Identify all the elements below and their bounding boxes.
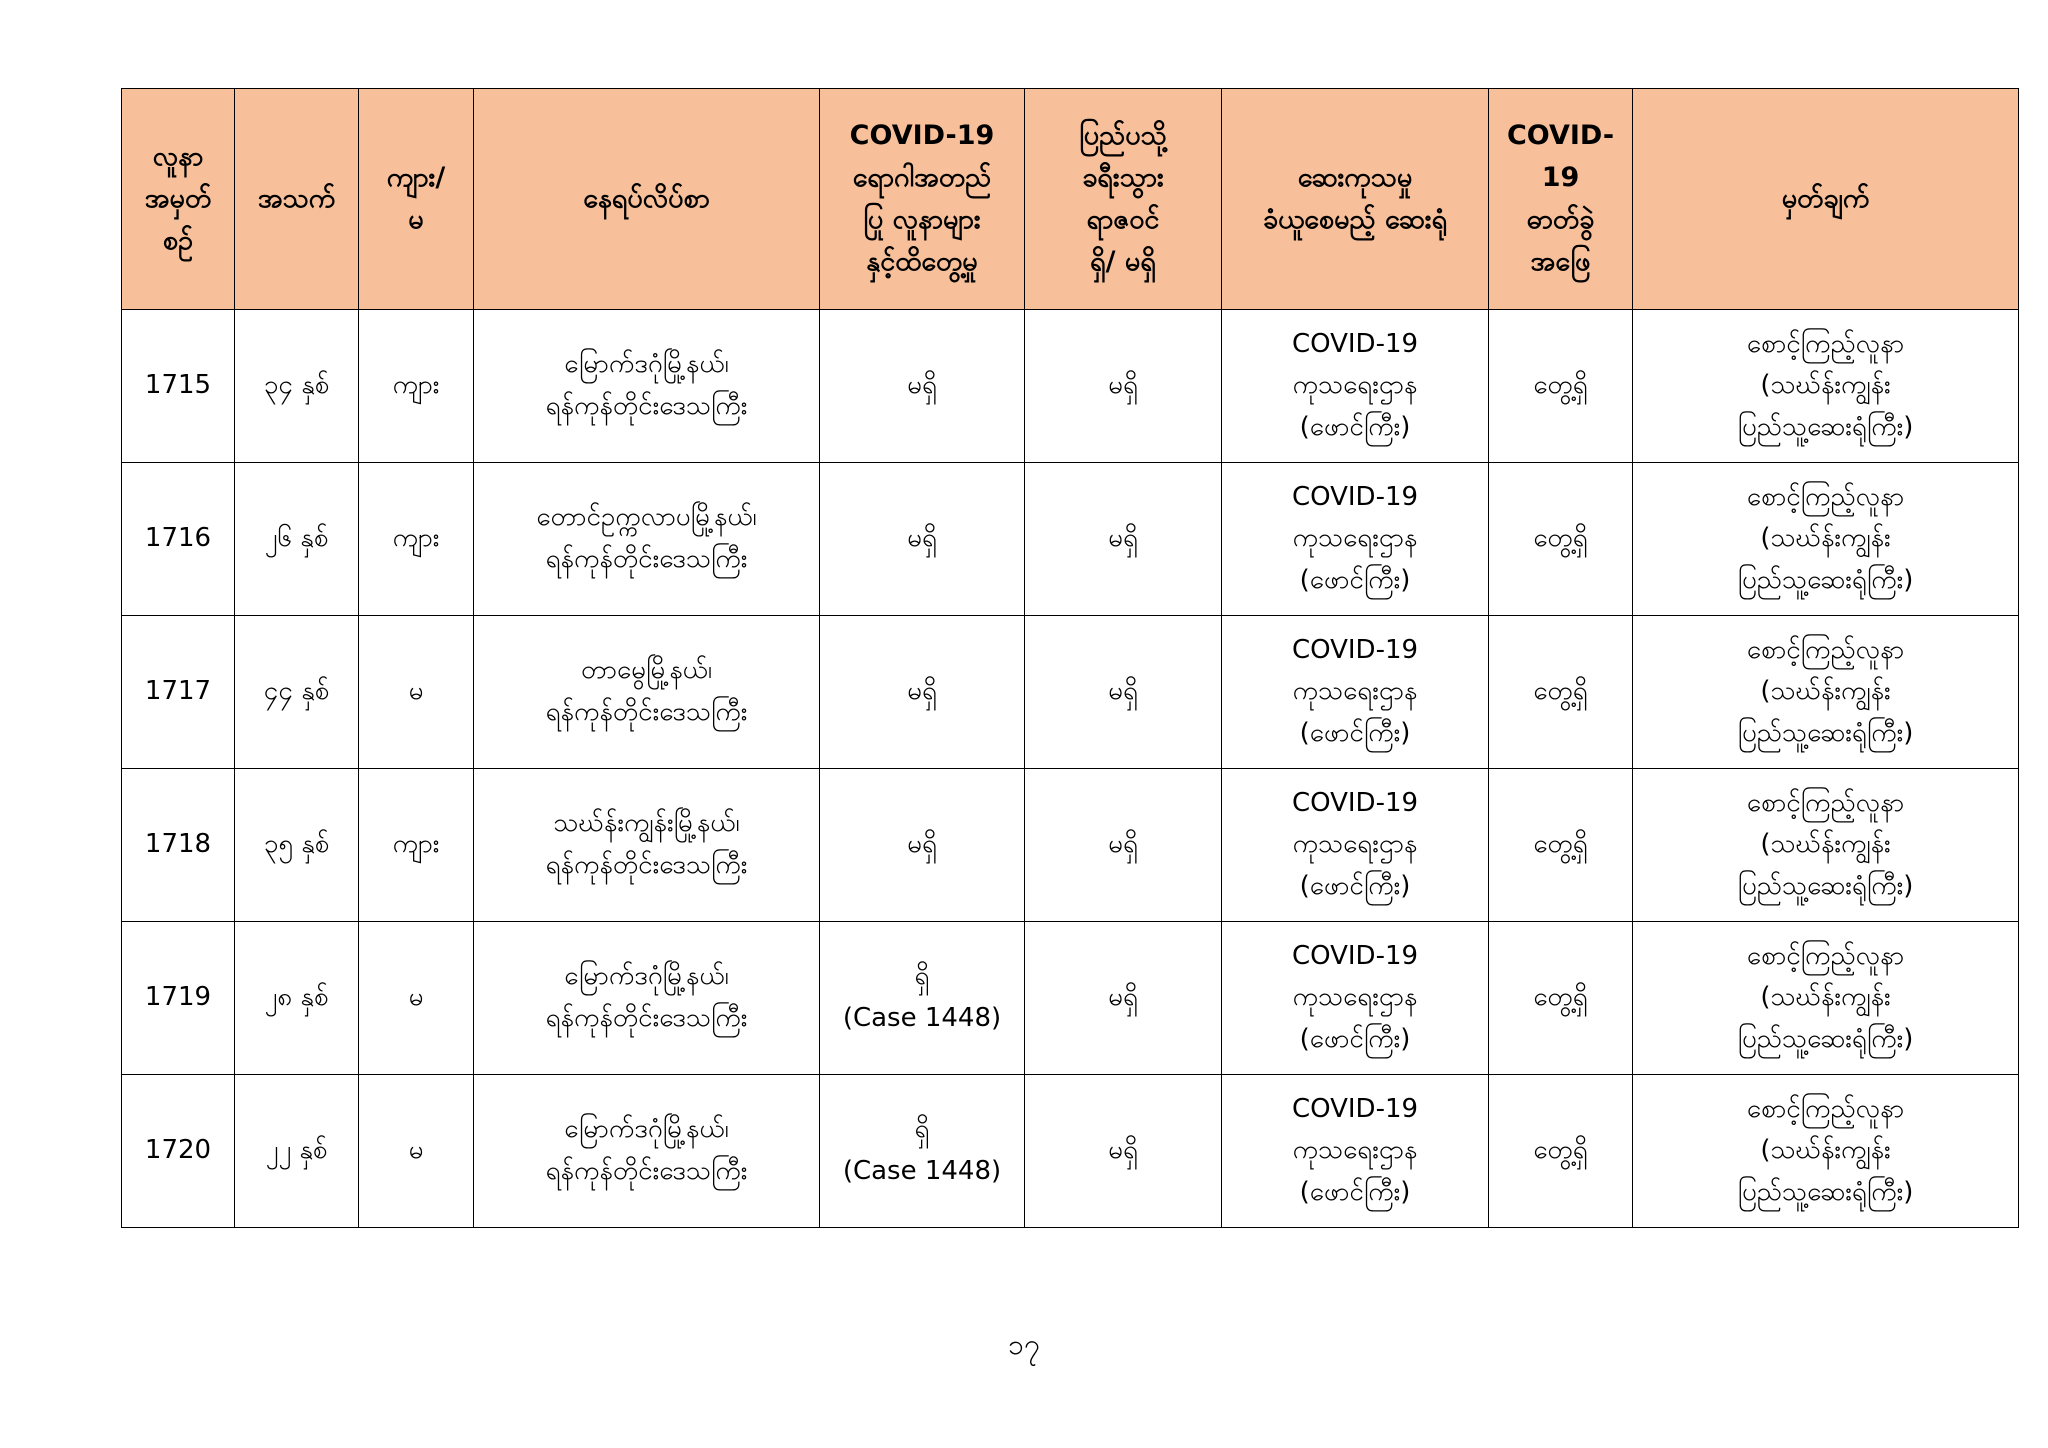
cell-contact: မရှိ <box>820 310 1025 463</box>
cell-lab-result: တွေ့ရှိ <box>1489 769 1633 922</box>
cell-age: ၃၅ နှစ် <box>235 769 359 922</box>
page-number: ၁၇ <box>1008 1328 1040 1361</box>
header-row <box>122 89 2019 310</box>
cell-address: သဃ်န်းကျွန်းမြို့နယ်၊ ရန်ကုန်တိုင်းဒေသကြီး <box>474 769 820 922</box>
header-address: နေရပ်လိပ်စာ <box>474 89 820 310</box>
cell-remarks: စောင့်ကြည့်လူနာ (သဃ်န်းကျွန်း ပြည်သူ့ဆေးရုံကြီး) <box>1633 310 2019 463</box>
cell-remarks: စောင့်ကြည့်လူနာ (သဃ်န်းကျွန်း ပြည်သူ့ဆေးရုံကြီး) <box>1633 463 2019 616</box>
cell-patient-number: 1715 <box>122 310 235 463</box>
table-row <box>122 310 2019 463</box>
cell-hospital: COVID-19 ကုသရေးဌာန (ဖောင်ကြီး) <box>1222 310 1489 463</box>
header-travel-history: ပြည်ပသို့ ခရီးသွား ရာဇဝင် ရှိ/ မရှိ <box>1025 89 1222 310</box>
cell-travel-history: မရှိ <box>1025 922 1222 1075</box>
cell-hospital: COVID-19 ကုသရေးဌာန (ဖောင်ကြီး) <box>1222 1075 1489 1228</box>
header-lab-result: COVID- 19 ဓာတ်ခွဲ အဖြေ <box>1489 89 1633 310</box>
cell-contact: ရှိ (Case 1448) <box>820 922 1025 1075</box>
cell-contact: ရှိ (Case 1448) <box>820 1075 1025 1228</box>
cell-lab-result: တွေ့ရှိ <box>1489 616 1633 769</box>
cell-travel-history: မရှိ <box>1025 310 1222 463</box>
cell-sex: မ <box>359 922 474 1075</box>
cell-sex: မ <box>359 616 474 769</box>
header-contact: COVID-19 ရောဂါအတည် ပြု လူနာများ နှင့်ထိတွေ့မှု <box>820 89 1025 310</box>
table-row <box>122 616 2019 769</box>
cell-hospital: COVID-19 ကုသရေးဌာန (ဖောင်ကြီး) <box>1222 922 1489 1075</box>
cell-age: ၂၂ နှစ် <box>235 1075 359 1228</box>
cell-address: မြောက်ဒဂုံမြို့နယ်၊ ရန်ကုန်တိုင်းဒေသကြီး <box>474 922 820 1075</box>
cell-patient-number: 1718 <box>122 769 235 922</box>
cell-travel-history: မရှိ <box>1025 463 1222 616</box>
table-row <box>122 1075 2019 1228</box>
cell-patient-number: 1717 <box>122 616 235 769</box>
header-remarks: မှတ်ချက် <box>1633 89 2019 310</box>
cell-lab-result: တွေ့ရှိ <box>1489 1075 1633 1228</box>
cell-age: ၃၄ နှစ် <box>235 310 359 463</box>
header-hospital: ဆေးကုသမှု ခံယူစေမည့် ဆေးရုံ <box>1222 89 1489 310</box>
cell-address: မြောက်ဒဂုံမြို့နယ်၊ ရန်ကုန်တိုင်းဒေသကြီး <box>474 1075 820 1228</box>
cell-remarks: စောင့်ကြည့်လူနာ (သဃ်န်းကျွန်း ပြည်သူ့ဆေးရုံကြီး) <box>1633 1075 2019 1228</box>
cell-contact: မရှိ <box>820 616 1025 769</box>
cell-patient-number: 1716 <box>122 463 235 616</box>
cell-travel-history: မရှိ <box>1025 616 1222 769</box>
cell-age: ၂၈ နှစ် <box>235 922 359 1075</box>
cell-remarks: စောင့်ကြည့်လူနာ (သဃ်န်းကျွန်း ပြည်သူ့ဆေးရုံကြီး) <box>1633 769 2019 922</box>
header-age: အသက် <box>235 89 359 310</box>
cell-remarks: စောင့်ကြည့်လူနာ (သဃ်န်းကျွန်း ပြည်သူ့ဆေးရုံကြီး) <box>1633 616 2019 769</box>
cell-age: ၂၆ နှစ် <box>235 463 359 616</box>
cell-address: တာမွေမြို့နယ်၊ ရန်ကုန်တိုင်းဒေသကြီး <box>474 616 820 769</box>
cell-hospital: COVID-19 ကုသရေးဌာန (ဖောင်ကြီး) <box>1222 616 1489 769</box>
cell-sex: မ <box>359 1075 474 1228</box>
cell-hospital: COVID-19 ကုသရေးဌာန (ဖောင်ကြီး) <box>1222 463 1489 616</box>
cell-patient-number: 1719 <box>122 922 235 1075</box>
cell-sex: ကျား <box>359 310 474 463</box>
cell-age: ၄၄ နှစ် <box>235 616 359 769</box>
cell-lab-result: တွေ့ရှိ <box>1489 463 1633 616</box>
table-row <box>122 463 2019 616</box>
cell-lab-result: တွေ့ရှိ <box>1489 310 1633 463</box>
cell-contact: မရှိ <box>820 463 1025 616</box>
patient-table <box>121 88 2019 1228</box>
cell-travel-history: မရှိ <box>1025 1075 1222 1228</box>
header-sex: ကျား/ မ <box>359 89 474 310</box>
cell-travel-history: မရှိ <box>1025 769 1222 922</box>
cell-lab-result: တွေ့ရှိ <box>1489 922 1633 1075</box>
table-row <box>122 922 2019 1075</box>
table-row <box>122 769 2019 922</box>
cell-address: မြောက်ဒဂုံမြို့နယ်၊ ရန်ကုန်တိုင်းဒေသကြီး <box>474 310 820 463</box>
cell-patient-number: 1720 <box>122 1075 235 1228</box>
cell-sex: ကျား <box>359 769 474 922</box>
header-patient-number: လူနာ အမှတ် စဉ် <box>122 89 235 310</box>
cell-address: တောင်ဥက္ကလာပမြို့နယ်၊ ရန်ကုန်တိုင်းဒေသကြီး <box>474 463 820 616</box>
cell-sex: ကျား <box>359 463 474 616</box>
cell-remarks: စောင့်ကြည့်လူနာ (သဃ်န်းကျွန်း ပြည်သူ့ဆေးရုံကြီး) <box>1633 922 2019 1075</box>
cell-hospital: COVID-19 ကုသရေးဌာန (ဖောင်ကြီး) <box>1222 769 1489 922</box>
cell-contact: မရှိ <box>820 769 1025 922</box>
